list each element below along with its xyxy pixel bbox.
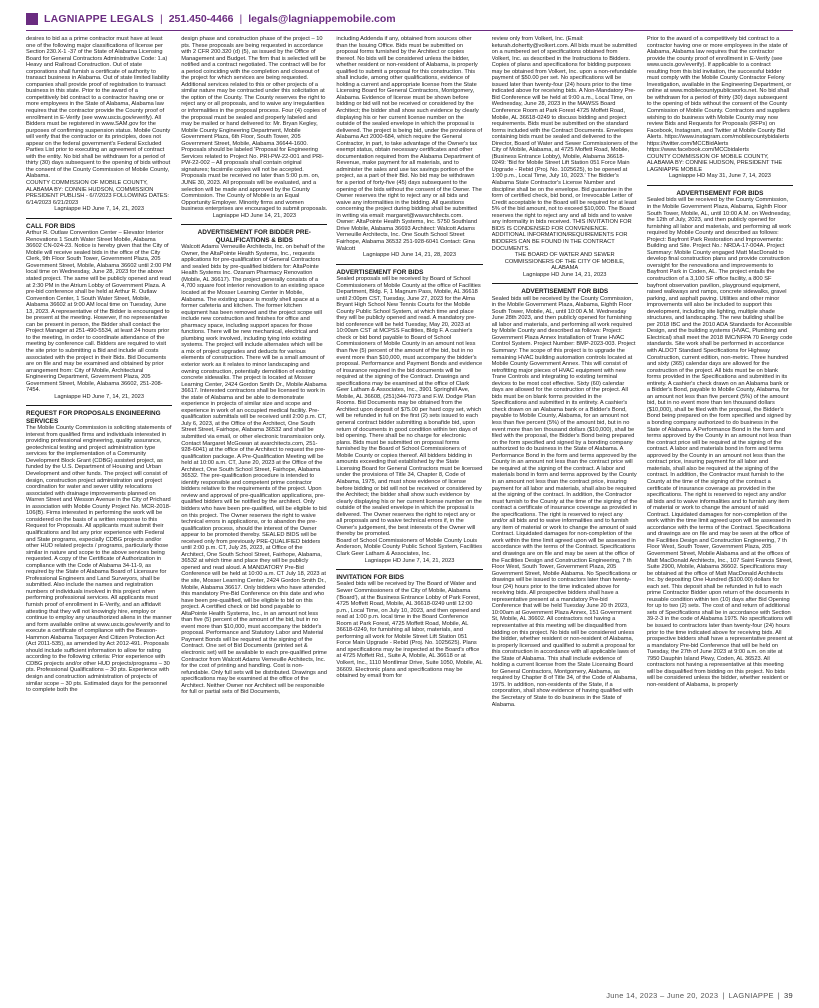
notice-run-dates: Lagniappe HD June 7, 14, 21, 2023 xyxy=(54,393,144,400)
column-4 xyxy=(492,36,638,981)
notice-body: Walcott Adams Verneuille Architects, Inc. on behalf of the Owner, the AltaPointe Health Systems, Inc., requests applications for pre-qualification of General Contractors and sealed bids by pre-qualified bidders for: AltaPointe Health Systems Inc. Ozanam Pharmacy Renovation (Mobile, AL 36617). The project generally consists of a 4,700 square foot interior renovation to an existing space located at the Mosser Learning Center in Mobile, Alabama. The existing space is mostly shell space at a former cafeteria and kitchen. The former kitchen equipment has been removed and the project scope will include new construction and finishes for office and pharmacy space, including support spaces for those functions. There will be new mechanical, electrical and plumbing work involved, including tying into existing systems. The project will include alternates which will be a mix of project upgrades and deducts for various elements of construction. There will be a small amount of exterior work as it relates to minor landscaping and owning construction, potentially demolition of existing concrete sidewalks. The project is located at Mosser Learning Center, 2424 Gordon Smith Dr., Mobile Alabama 36617. Interested contractors shall be licensed to work in the state of Alabama and be able to demonstrate experience in projects of similar size and scope and experience in work of an occupied medical facility. Pre-qualification submittals will be received until 2:00 p.m. CT, July 6, 2023, at the Office of the Architect, One South Street Street, Fairhope, Alabama 36532 and shall be submitted via email, or other electronic transmission only. Contact Margaret McGowan at avarchitects.com, 251-928-6041) at the office of the Architect to request the pre-qualification package. A Pre-Qualification Meeting will be held at 10:00 a.m. CT, June 20, 2023 at the Office of the Architect, One South School Street, Fairhope, Alabama 36532. The pre-qualification procedure is intended to identify responsible and competent prime contractor bidders relative to the requirements of the project. Upon review and approval of pre-qualification applications, pre-qualified bidders will be notified by the architect. Only bidders who have been pre-qualified, will be eligible to bid on this project. The Owner reserves the right to waive technical errors in applications, or to abandon the pre-qualification process, should the interest of the Owner appear to be promoted thereby. SEALED BIDS will be received only from previously PRE-QUALIFIED bidders until 2:00 p.m. CT, July 25, 2023, at Office of the Architect, One South School Street, Fairhope, Alabama, 36532 at which time and place they will be publicly opened and read aloud. A MANDATORY Pre-Bid Conference will be held at 10:00 a.m. CT July 18, 2023 at the site, Mosser Learning Center, 2424 Gordon Smith Dr., Mobile, Alabama 36617. Only bidders who have attended this mandatory Pre-Bid Conference on this date and who have been pre-qualified, will be eligible to bid on this project. A certified check or bid bond payable to AltaPointe Health Systems, Inc., in an amount not less than five (5) percent of the amount of the bid, but in no event more than $10,000, must accompany the bidder's proposal. Performance and Statutory Labor and Material Payment Bonds will be required at the signing of the Contract. One set of Bid Documents (printed set & electronic set) will be available to each pre-qualified prime Contractor from Walcott Adams Verneuille Architects, Inc. for the cost of printing and handling. Cost is non-refundable. Only full sets will be distributed. Drawings and specifications may be examined at the office of the Architect. Neither Owner nor Architect will be responsible for full or partial sets of Bid Documents, xyxy=(181,244,327,696)
notice-body: Sealed bids will be received by The Board of Water and Sewer Commissioners of the City of Mobile, Alabama ('Board'), at the Business Entrance Lobby of Park Forest, 4725 Moffett Road, Mobile, AL 36618-0249 until 12:00 p.m., Local Time, on July 10, 2023, and then opened and read at 1:00 p.m. local time in the Board Conference Room at Park Forest, 4725 Moffett Road, Mobile, AL 36618-0249, for furnishing all labor, materials, and performing all work for Mobile Street Lift Station 051 Force Main Upgrade - Rebid (Proj. No. 1025625). Plans and specifications may be inspected at the Board's office at 4725 Moffett Rd., Suite A, Mobile, AL 36618 or at Volkert, Inc., 1110 Montlimar Drive, Suite 1050, Mobile, AL 36609. Electronic plans and specifications may be obtained by email from for xyxy=(336,581,483,680)
footer-separator: | xyxy=(722,990,725,1000)
notice-divider xyxy=(647,185,793,186)
notice-heading: INVITATION FOR BIDS xyxy=(336,574,404,582)
notice-heading: ADVERTISEMENT FOR BIDDER PRE-QUALIFICATIONS & BIDS xyxy=(197,229,311,244)
legal-notice xyxy=(336,269,482,564)
column-5 xyxy=(647,36,793,981)
section-logo-icon xyxy=(26,13,38,25)
page-number: 39 xyxy=(784,990,793,1000)
notice-divider xyxy=(26,405,172,406)
notice-run-dates: Lagniappe HD June 7, 14, 21, 2023 xyxy=(364,557,455,564)
notice-body: desires to bid as a prime contractor must have at least one of the following major classifications of license per Section 230.X-1 -37 of the State of Alabama Licensing Board for General Contractors Administrative Code: 1.a) Heavy and Railroad Construction. Out of state corporations shall furnish a certificate of authority to transact business in Alabama. Out of state limited liability companies shall provide proof of registration to transact business in this state. Prior to the award of a competitively bid contract to a contractor having one or more employees in the State of Alabama, Alabama law requires that the contractor provide the County proof of enrollment in E-Verify (see www.uscis.gov/everify). All Bidders must be registered in www.SAM.gov for the purposes of confirming suspension status. Mobile County will verify that the contractor or its principles, does not appear on the federal government's Federal Excluded Parties List prior to executing an agreement of contract with the entity. No bid shall be withdrawn for a period of thirty (30) days subsequent to the opening of bids without the consent of the County Commission of Mobile County, Alabama. xyxy=(26,36,171,180)
notice-divider xyxy=(26,218,172,219)
legal-notice xyxy=(336,36,482,259)
header-email[interactable]: legals@lagniappemobile.com xyxy=(248,13,396,25)
footer-dates: June 14, 2023 – June 20, 2023 xyxy=(606,990,719,1000)
notice-signature: Board of School Commissioners of Mobile County Louis Anderson, Mobile County Public School System, Facilities Clark Geer Latham & Associates, Inc. xyxy=(336,537,483,557)
column-3 xyxy=(336,36,482,981)
footer-separator: | xyxy=(777,990,781,1000)
legal-notice xyxy=(492,288,638,708)
legal-notice xyxy=(181,229,327,696)
notice-divider xyxy=(492,283,638,284)
notice-body: including Addenda if any, obtained from sources other than the Issuing Office. Bids must be submitted on proposal forms furnished by the Architect or copies thereof. No bids will be considered unless the bidder, whether resident or non-resident of Alabama, is properly qualified to submit a proposal for this construction. This shall include, among other qualifications, evidence of holding a current and appropriate license from the State Licensing Board for General Contractors, Montgomery, Alabama. Evidence of license must be shown before bidding or bid will not be received or considered by the Architect; the bidder shall show such evidence by clearly displaying his or her current license number on the outside of the sealed envelope in which the proposal is delivered. The project is being bid, under the provisions of Alabama Act 2000-684, which require the General Contractor, in part, to take advantage of the Owner's tax exempt status, obtain necessary certificates and other documentation required from the Alabama Department of Revenue, make payment for all materials, and to administer the sales and use tax savings portion of the project, as a part of their Bid. No bid may be withdrawn for a period of forty-five (45) days subsequent to the opening of the bids without the consent of the Owner. The Owner reserves the right to reject any or all bids and waive any informalities in the bidding. All questions concerning the project during bidding shall be submitted in writing via email: margaret@wavarchitects.com. xyxy=(336,36,483,219)
legal-notice xyxy=(492,36,638,278)
notice-heading: CALL FOR BIDS xyxy=(26,222,76,230)
notice-body: Sealed proposals will be received by Board of School Commissioners of Mobile County at the office of Facilities Department, Bldg. F, 1 Magnum Pass, Mobile, AL 36618 until 2:00pm CST, Tuesday, June 27, 2023 for the Alma Bryant High School New Tennis Courts for the Mobile County Public School System, at which time and place they will be publicly opened and read. A mandatory pre-bid conference will be held Tuesday, May 20, 2023 at 10:00am CST at MCPSS Facilities, Bldg F. A cashier's check or bid bond payable to Board of School Commissioners of Mobile County in an amount not less than five (5) percent of the amount of the bid, but in no event more than $10,000, must accompany the bidder's proposal. Performance and Payment Bonds and evidence of insurance required in the bid documents will be required at the signing of the Contract. Drawings and specifications may be examined at the office of Clark Geer Latham & Associates, Inc., 3901 Springhill Ave, Mobile, AL 36608, (251)344-7073 and F.W. Dodge Plan Rooms. Bid Documents may be obtained from the Architect upon deposit of $75.00 per hard copy set, which will be refunded in full on the first (2) sets issued to each general contract bidder submitting a bonafide bid, upon return of documents in good condition within ten days of bid opening. There shall be no charge for electronic plans. Bids must be submitted on proposal forms furnished by the Board of School Commissioners of Mobile County or copies thereof. All bidders bidding in amounts exceeding that established by the State Licensing Board for General Contractors must be licensed under the provisions of Title 34, Chapter 8, Code of Alabama, 1975, and must show evidence of license before bidding or bid will not be received or considered by the Architect; the bidder shall show such evidence by clearly displaying his or her current license number on the outside of the sealed envelope in which the proposal is delivered. The Owner reserves the right to reject any or all proposals and to waive technical errors if, in the Owner's judgement, the best interests of the Owner will thereby be promoted. xyxy=(336,276,483,538)
legal-notice xyxy=(26,36,172,213)
notice-signature: Owner: AltaPointe Health Systems, Inc. 5750 Southland Drive Mobile, Alabama 36693 Architect: Walcott Adams Verneuille Architects, Inc. One South School Street Fairhope, Alabama 36532 251-928-6041 Contact: Gina Walcott xyxy=(336,219,478,252)
footer-publication: LAGNIAPPE xyxy=(728,990,774,1000)
notice-body: design phase and construction phase of the project – 10 pts. These proposals are being requested in accordance with 2 CFR 200.320 (d) (5), as issued by the Office of Management and Budget. The firm that is selected will be notified and a contract negotiated. The contract will be for a period coinciding with the completion and closeout of the project for which services are being requested. Additional services related to this or other projects of a similar nature may be contracted under this solicitation at the option of the County. The County reserves the right to reject any or all proposals, and to waive any irregularities or informalities in the proposal process. Four (4) copies of the proposal must be sealed and properly labeled and may be mailed or hand delivered to: Mr. Bryan Kegley, Mobile County Engineering Department, Mobile Government Plaza, 6th Floor, South Tower, 205 Government Street, Mobile, Alabama 36644-1600. Proposals should be labeled 'Proposal for Engineering Services related to Project No. PRI-PW-22-001 and PRI-PW-22-002 – All proposals shall contain original signatures; facsimile copies will not be accepted. Proposals must be received no later than 5:00 p.m. on, JUNE 30, 2023. All proposals will be evaluated, and a selection will be made and approved by the County Commission. The County of Mobile is an Equal Opportunity Employer. Minority firms and women business enterprises are encouraged to submit proposals. xyxy=(181,36,328,213)
column-1 xyxy=(26,36,172,981)
notice-heading: REQUEST FOR PROPOSALS ENGINEERING SERVICES xyxy=(26,410,161,425)
notice-signature: COUNTY COMMISSION OF MOBILE COUNTY, ALABAMA BY: CONNIE HUDSON, PRESIDENT THE LAGNIAPPE MOBILE xyxy=(646,153,783,173)
notice-divider xyxy=(336,569,482,570)
notice-run-dates: Lagniappe HD June 14, 21, 2023 xyxy=(522,271,607,278)
column-2 xyxy=(181,36,327,981)
legal-notice xyxy=(647,36,793,180)
notice-run-dates: Lagniappe HD June 14, 21, 28, 2023 xyxy=(363,252,456,259)
legal-notice xyxy=(336,574,482,680)
notice-signature: THE BOARD OF WATER AND SEWER COMMISSIONERS OF THE CITY OF MOBILE, ALABAMA xyxy=(504,252,625,272)
notice-body: Sealed bids will be received by the County Commission, in the Mobile Government Plaza, Alabama, Eighth Floor South Tower, Mobile, AL, until 10:00 A.M. Wednesday June 28th 2023, and then publicly opened for furnishing all labor and materials, and performing all work required by Mobile County and described as follows: Project: Government Plaza Annex Installation of Trane HVAC Control System. Project Number: BMP-2023-003. Project Summary: The scope of this project is to upgrade the remaining HVAC building automation controls located at Mobile County Government Annex. This will consist of retrofitting major pieces of HVAC equipment with new Trane Controls and integrating to existing terminal devices to be most cost effective. Sixty (60) calendar days are allowed for the construction of the project. All bids must be on blank forms provided in the Specifications and submitted in its entirety. A cashier's check drawn on an Alabama bank or a Bidder's Bond, payable to Mobile County, Alabama, for an amount not less than five percent (5%) of the amount bid, but in no event more than ten thousand dollars ($10,000), shall be filed with the proposal, the Bidder's Bond being prepared on the form specified and signed by a bonding company authorized to do business in the State of Alabama. A Performance Bond in the form and terms approved by the County in an amount not less than the contract price will be required at the signing of the contract. A labor and materials bond in form and terms approved by the County in an amount not less than the contract price, insuring payment for all labor and materials, shall also be required at the signing of the contract. In addition, the Contractor must furnish to the County at the time of the signing of the contract a certificate of insurance coverage as provided in the specifications. The right is reserved to reject any and/or all bids and to waive informalities and to furnish any item of material or work to change the amount of said Contract. Liquidated damages for non-completion of the work within the time limit agreed upon will be assessed in accordance with the terms of the Contract. Specifications and drawings are on file and may be seen at the office of the Facilities Design and Construction Engineering, 7 th Floor West, South Tower, Government Plaza, 205 Government Street, Mobile Alabama. No Specifications or drawings will be issued to contractors later than twenty-four (24) hours prior to the time indicated above for receiving bids. All prospective bidders shall have a representative present at a mandatory Pre-bid Conference that will be held Tuesday June 20 th 2023, 10:00am at Government Plaza Annex, 151 Government St, Mobile, AL 36602. All contractors not having a representative at this meeting will be disqualified from bidding on this project. No bids will be considered unless the bidder, whether resident or non-resident of Alabama, is properly licensed and qualified to submit a proposal for this construction in accordance with all applicable laws of the State of Alabama. This shall include evidence of holding a current license from the State Licensing Board for General Contractors, Montgomery, Alabama, as required by Chapter 8 of Title 34, of the Code of Alabama, 1975. In addition, non-residents of the State, if a corporation, shall show evidence of having qualified with the Secretary of State to do business in the State of Alabama. xyxy=(491,295,638,708)
legal-notices-columns xyxy=(26,36,793,981)
legal-notice xyxy=(647,190,793,688)
notice-body: review only from Volkert, Inc. (Email: keturah.dohertty@volkert.com. All bids must be submitted on a numbered set of specifications obtained from Volkert, Inc. as described in the Instructions to Bidders. Copies of plans and specifications for bidding purposes may be obtained from Volkert, Inc. upon a non-refundable payment of $50.00 per set. No specifications will be issued later than twenty-four (24) hours prior to the time indicated above for receiving bids. A Non-Mandatory Pre-Bid Conference will be held at 9:00 a.m., Local Time, on Wednesday, June 28, 2023 in the MAWSS Board Conference Room at Park Forest 4725 Moffett Road, Mobile, AL 36618-0249 to discuss bidding and project requirements. Bids must be submitted on the standard forms included with the Contract Documents. Envelopes containing bids must be sealed and delivered to the Director, Board of Water and Sewer Commissioners of the City of Mobile, Alabama, at 4725 Moffett Road, Mobile, (Business Entrance Lobby), Mobile, Alabama 36618-0249: 'Bid for Mobile Street Lift Station 051 Force Main Upgrade - Rebid (Proj. No. 1025625), to be opened at 1:00 p.m., Local Time, July 10, 2023.' The Bidder's Alabama State Contractor's License Number and discipline shall be on the envelope. Bid guarantee in the form of certified check, bid bond, or Irrevocable Letter of Credit acceptable to the Board will be required for at least 5% of the bid amount, not to exceed $10,000. The Board reserves the right to reject any and all bids and to waive any informality in bids received. THIS INVITATION FOR BIDS IS CONDENSED FOR CONVENIENCE. ADDITIONAL INFORMATION/REQUIREMENTS FOR BIDDERS CAN BE FOUND IN THE CONTRACT DOCUMENTS. xyxy=(491,36,638,252)
notice-heading: ADVERTISEMENT FOR BIDS xyxy=(676,190,764,198)
section-title: LAGNIAPPE LEGALS xyxy=(44,13,154,25)
notice-signature: COUNTY COMMISSION OF MOBILE COUNTY, ALABAMA BY: CONNIE HUDSON, COMMISSION PRESIDENT PUBLISH - 6/7/2023 FOLLOWING DATES: 6/14/2023 6/21/2023 xyxy=(26,180,169,206)
notice-heading: ADVERTISEMENT FOR BIDS xyxy=(336,268,424,276)
legal-notice xyxy=(26,223,172,401)
notice-heading: ADVERTISEMENT FOR BIDS xyxy=(521,288,609,296)
notice-run-dates: Lagniappe HD May 31, June 7, 14, 2023 xyxy=(668,173,771,180)
page-footer xyxy=(606,988,793,1002)
notice-body: Arthur R. Outlaw Convention Center – Elevator Interior Renovations 1 South Water Street Mobile, Alabama 36602 CN-024-23. Notice is hereby given that the City of Mobile will receive sealed bids in the office of the City Clerk, 9th Floor South Tower, Government Plaza, 205 Government Street, Mobile, Alabama 36602 until 2:00 PM local time on Wednesday, June 28, 2023 for the above stated project. The same will be publicly opened and read at 2:30 PM in the Atrium Lobby of Government Plaza. A pre-bid conference shall be held at Arthur R. Outlaw Convention Center, 1 South Water Street, Mobile, Alabama 36602 at 9:00 AM local time on Tuesday, June 13, 2023. A representative of the Bidder is encouraged to be present at the meeting. However, if no representative can be present in person, the Bidder shall contact the Project Manager at 251-490-5534, at least 24 hours prior to the meeting, in order to coordinate attendance of the meeting by conference call. Bidders are required to visit the site prior to submitting a Bid and include all costs associated with the project in their Bids. Bid Documents are on file and may be examined and obtained by prior arrangement from: City of Mobile, Architectural Engineering Department, Government Plaza, 205 Government Street, Mobile, Alabama 36602, 251-208-7454. xyxy=(26,230,172,394)
header-separator: | xyxy=(159,13,163,25)
header-phone: 251.450-4466 xyxy=(168,13,234,25)
notice-body: The Mobile County Commission is soliciting statements of interest from qualified firms and individuals interested in providing professional engineering, quality assurance, geotechnical testing and project administration type services for the implementation of a Community Development Block Grant (CDBG) assisted project, as funded by the U.S. Department of Housing and Urban Development and other funds. The project will consist of design, construction project administration and project coordination for water and sewer utility relocations associated with drainage improvements planned on Warren Street and Wesson Avenue in the City of Prichard in association with Mobile County Project No. MCR-2018-106(B). Firms interested in performing the work will be considered on the basis of a written response to this Request for Proposals. All applicants must submit their qualifications and list any prior experience with Federal and State programs, especially CDBG projects and/or other HUD related projects / programs, particularly those similar in nature and scope to the above services being requested. A copy of the Certificate of Authorization in compliance with the Code of Alabama 34-11-9, as required by the State of Alabama Board of Licensure for Professional Engineers and Land Surveyors, shall be submitted. Also include the names and registration numbers of individuals involved in this project when performing professional services. All applicants must furnish proof of enrollment in E-Verify, and an affidavit attesting that they will not knowingly hire, employ or continue to employ any unauthorized aliens in the manner and form available online at www.uscis.gov/everify and to execute a certificate of compliance with the Beason-Hammon Alabama Taxpayer And Citizen Protection Act (Act 2011-535), as amended by Act 2012-491. Proposals should include sufficient information to allow for rating according to the following criteria: Prior experience with CDBG projects and/or other HUD projects/programs – 30 pts. Professional Qualifications – 30 pts. Experience with design and construction administration of projects of similar scope – 30 pts. Estimated days for the personnel to complete both the xyxy=(26,425,172,694)
notice-body: Prior to the award of a competitively bid contract to a contractor having one or more employees in the state of Alabama, Alabama law requires that the contractor provide the county proof of enrollment in E-Verify (see www.uscis.gov/everify). If applicable to a contract resulting from this bid invitation, the successful bidder must comply with the Mobile County Contractor Felony Investigation, available in the Engineering Department, or online at www.mobilecountypublicworks.net. No bid shall be withdrawn for a period of thirty (30) days subsequent to the opening of bids without the consent of the County Commission of Mobile County. Contractors and suppliers wishing to do business with Mobile County may now review Bids and Requests for Proposals (RFPs) on Facebook, Instagram, and Twitter at Mobile County Bid Alerts. https://www.instagram.com/mobilecountybidalerts https://twitter.com/MCCBidAlerts https://www.facebook.com/MCCbidalerts xyxy=(646,36,792,154)
legal-notice xyxy=(26,410,172,693)
notice-divider xyxy=(336,264,482,265)
notice-run-dates: Lagniappe HD June 7, 14, 21, 2023 xyxy=(54,206,144,213)
legal-notice xyxy=(181,36,327,219)
page-header xyxy=(26,8,793,31)
header-separator: | xyxy=(239,13,243,25)
notice-run-dates: Lagniappe HD June 14, 21, 2023 xyxy=(212,212,297,219)
notice-body: Sealed bids will be received by the County Commission, in the Mobile Government Plaza, Alabama, Eighth Floor South Tower, Mobile, AL, until 10:00 A.M. on Wednesday, the 12th of July, 2023, and then publicly opened for furnishing all labor and materials, and performing all work required by Mobile County and described as follows: Project: Bayfront Park Restoration and Improvements: Building and Site. Project No.: NRDA-17-004A. Project Summary: Mobile County engaged Matt MacDonald to develop final construction plans and provide construction oversight for the renovations and improvements to Bayfront Park in Coden, AL. The project entails the construction of a 3,100 SF office facility, a 800 SF bayfront observation pavilion, playground equipment, raised walkways and ramps, concrete sidewalks, gravel parking, and asphalt paving. Utilities and other minor improvements will also be included to support this development, including site lighting, multiple shade structures, and landscaping. The new building shall be per 2018 IBC and the 2010 ADA Standards for Accessible Design, and the building systems (HVAC, Plumbing and Electrical) shall meet the 2018 IMC/NFPA 70 Energy code standards. Site work shall be performed in accordance with ALDOT Standard Specifications for Highway Construction, current edition, non-metric. Three hundred and sixty (365) calendar days are allowed for the construction of the project. All bids must be on blank forms provided in the Specifications and submitted in its entirety. A cashier's check drawn on an Alabama bank or a Bidder's Bond, payable to Mobile County, Alabama, for an amount not less than five percent (5%) of the amount bid, but in no event more than ten thousand dollars ($10,000), shall be filed with the proposal, the Bidder's Bond being prepared on the form specified and signed by a bonding company authorized to do business in the State of Alabama. A Performance Bond in the form and terms approved by the County in an amount not less than the contract price will be required at the signing of the contract. A labor and materials bond in form and terms approved by the County in an amount not less than the contract price, insuring payment for all labor and materials, shall also be required at the signing of the contract. In addition, the Contractor must furnish to the County at the time of the signing of the contract a certificate of insurance coverage as provided in the specifications. The right is reserved to reject any and/or all bids and to waive informalities and to furnish any item of material or work to change the amount of said Contract. Liquidated damages for non-completion of the work within the time limit agreed upon will be assessed in accordance with the terms of the Contract. Specifications and drawings are on file and may be seen at the office of the Facilities Design and Construction Engineering, 7 th Floor West, South Tower, Government Plaza, 205 Government Street, Mobile Alabama and at the offices of Matt MacDonald Architects, Inc., 107 Saint Francis Street, Suite 2900, Mobile, Alabama 36602. Specifications may be obtained at the office of Matt MacDonald Architects Inc. by depositing One Hundred ($100.00) dollars for each set. This deposit shall be refunded in full to each prime Contractor Bidder upon return of the documents in reusable condition within ten (10) days after Bid Opening for up to two (2) sets. The cost of and return of additional sets of Specifications shall be in accordance with Section 39-2-3 in the code of Alabama 1975. No specifications will be issued to contractors later than twenty-four (24) hours prior to the time indicated above for receiving bids. All prospective bidders shall have a representative present at a mandatory Pre-bid Conference that will be held on Tuesday, the 27th of June 2023 at 9:00 a.m. on site at 7950 Dauphin Island Pkwy, Coden, AL 36523. All contractors not having a representative at this meeting will be disqualified from bidding on this project. No bids will be considered unless the bidder, whether resident or non-resident of Alabama, is properly xyxy=(646,197,793,688)
notice-divider xyxy=(181,224,327,225)
